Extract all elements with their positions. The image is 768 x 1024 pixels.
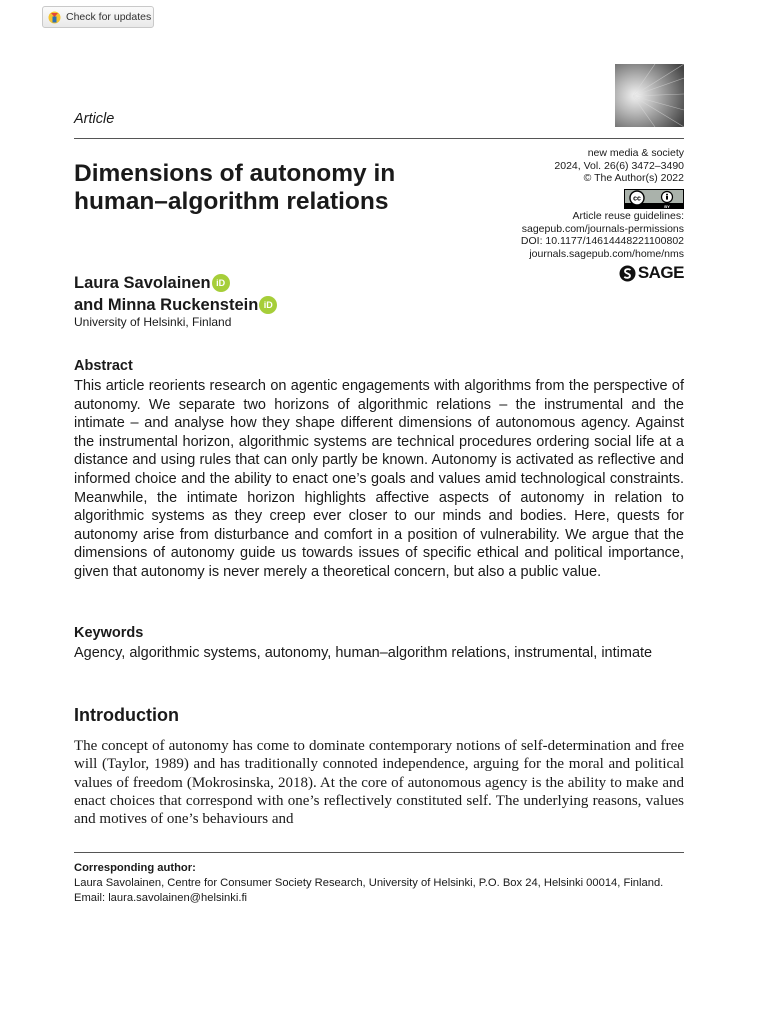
abstract-heading: Abstract [74, 358, 133, 374]
article-type-label: Article [74, 111, 115, 127]
svg-text:BY: BY [664, 203, 670, 209]
doi-line[interactable]: DOI: 10.1177/14614448221100802 [520, 235, 684, 248]
introduction-text: The concept of autonomy has come to dominate contemporary notions of self-determination and free will (Taylor, 1989) and has traditionally connoted independence, arguing for the moral and political values of freedom (Mokrosinska, 2018). At the core of autonomous agency is the ability to make and enact choices that correspond with one’s reflectively constituted self. The underlying reasons, values and motives of one’s behaviours and [74, 738, 684, 828]
corresponding-author-address: Laura Savolainen, Centre for Consumer Society Research, University of Helsinki, P.O. Box 24, Helsinki 00014, Finland. [74, 877, 664, 889]
corresponding-author-email[interactable]: Email: laura.savolainen@helsinki.fi [74, 892, 248, 904]
check-for-updates-button[interactable] [42, 6, 154, 28]
reuse-metadata [521, 210, 684, 260]
author-affiliation: University of Helsinki, Finland [74, 315, 232, 329]
article-title: Dimensions of autonomy in human–algorithm relations [74, 160, 396, 215]
permissions-link[interactable]: sagepub.com/journals-permissions [521, 222, 684, 235]
journal-cover-image [615, 64, 684, 127]
header-divider [74, 138, 684, 139]
orcid-icon[interactable]: iD [259, 296, 277, 314]
author-block [74, 272, 277, 316]
sage-logo-mark-icon [619, 265, 636, 282]
footnote-divider [74, 852, 684, 853]
journal-name: new media & society [587, 147, 684, 159]
sage-logo-text: SAGE [637, 263, 684, 282]
corresponding-author-label: Corresponding author: [74, 862, 196, 874]
journal-metadata [554, 147, 684, 185]
crossmark-icon [48, 11, 61, 24]
reuse-guidelines-label: Article reuse guidelines: [572, 210, 684, 222]
orcid-icon[interactable]: iD [212, 274, 230, 292]
keywords-heading: Keywords [74, 625, 144, 641]
journal-home-link[interactable]: journals.sagepub.com/home/nms [529, 247, 684, 260]
abstract-text: This article reorients research on agentic engagements with algorithms from the perspective of autonomy. We separate two horizons of algorithmic relations – the instrumental and the intimate – and analyse how they shape different dimensions of autonomous agency. Against the instrumental horizon, algorithmic systems are technical procedures ordering social life at a distance and using rules that can only partly be known. Autonomy is activated as reflective and informed choice and the ability to enact one’s goals and values amid technological constraints. Meanwhile, the intimate horizon highlights affective aspects of autonomy in relation to algorithmic systems as they creep ever closer to our minds and bodies. Here, quests for autonomy arise from disturbance and comfort in a position of vulnerability. We argue that the dimensions of autonomy guide us towards issues of specific ethical and political importance, given that autonomy is never merely a theoretical concern, but also a public value. [74, 378, 684, 580]
journal-volume: 2024, Vol. 26(6) 3472–3490 [554, 159, 684, 172]
author-name-2: and Minna Ruckenstein [74, 296, 259, 314]
keywords-text: Agency, algorithmic systems, autonomy, human–algorithm relations, instrumental, intimate [74, 645, 653, 661]
cc-by-icon [624, 189, 684, 209]
copyright-line: © The Author(s) 2022 [583, 172, 684, 185]
author-name-1: Laura Savolainen [74, 274, 211, 292]
introduction-heading: Introduction [74, 705, 179, 725]
check-for-updates-label: Check for updates [66, 11, 152, 23]
svg-text:cc: cc [633, 195, 641, 203]
sage-logo [619, 263, 684, 283]
corresponding-author-block [74, 861, 684, 906]
